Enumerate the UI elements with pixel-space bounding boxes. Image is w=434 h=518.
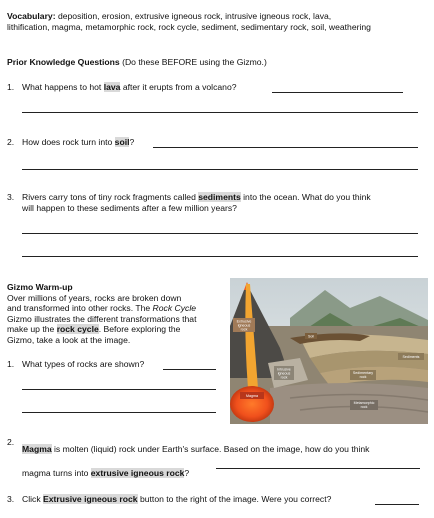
prior-q2-key: soil — [114, 137, 130, 147]
warmup-p3: Gizmo illustrates the different transformations that — [7, 313, 197, 324]
warmup-q3-key: Extrusive igneous rock — [43, 494, 138, 504]
prior-q3-line2: will happen to these sediments after a few million years? — [22, 203, 237, 213]
warmup-q1-answer-line-3[interactable] — [22, 412, 216, 413]
svg-text:Intrusive: Intrusive — [277, 367, 291, 372]
svg-text:rock: rock — [240, 327, 248, 332]
prior-q3-key: sediments — [198, 192, 241, 202]
label-sediments[interactable] — [398, 353, 424, 360]
prior-heading-note: (Do these BEFORE using the Gizmo.) — [119, 57, 267, 67]
warmup-q3-number: 3. — [7, 494, 15, 504]
rock-cycle-illustration — [230, 278, 428, 424]
prior-q1-pre: What happens to hot — [22, 82, 104, 92]
prior-q2-post: ? — [129, 137, 135, 147]
svg-text:Sedimentary: Sedimentary — [352, 371, 374, 375]
warmup-q1-answer-line-2[interactable] — [22, 389, 216, 390]
warmup-p4-pre: make up the — [7, 324, 57, 335]
vocabulary-terms-line2: lithification, magma, metamorphic rock, rock cycle, sediment, sedimentary rock, soil, weathering — [7, 22, 371, 32]
warmup-heading: Gizmo Warm-up — [7, 282, 73, 292]
vocabulary-paragraph — [7, 11, 431, 33]
warmup-p1: Over millions of years, rocks are broken down — [7, 292, 182, 303]
prior-q3-post: into the ocean. What do you think — [240, 192, 371, 202]
warmup-q2-line2-key: extrusive igneous rock — [90, 468, 185, 478]
vocabulary-terms-line1: deposition, erosion, extrusive igneous rock, intrusive igneous rock, lava, — [55, 11, 332, 21]
warmup-q2-line2-post: ? — [184, 468, 190, 478]
svg-text:Extrusive: Extrusive — [236, 319, 252, 324]
svg-text:Metamorphic: Metamorphic — [353, 401, 375, 405]
warmup-q2-text — [22, 437, 426, 485]
prior-q2-number: 2. — [7, 137, 15, 147]
label-magma[interactable] — [240, 392, 264, 399]
svg-text:Soil: Soil — [308, 334, 314, 339]
warmup-p2-italic: Rock Cycle — [152, 303, 197, 314]
warmup-section — [7, 282, 227, 346]
svg-text:rock: rock — [360, 405, 368, 409]
prior-q3-number: 3. — [7, 192, 15, 202]
label-extrusive-igneous-rock[interactable] — [233, 318, 255, 332]
warmup-q2-line2-pre: magma turns into — [22, 468, 91, 478]
warmup-p4-key: rock cycle — [56, 324, 99, 335]
prior-q1-number: 1. — [7, 82, 15, 92]
prior-q3-answer-line-1[interactable] — [22, 233, 418, 234]
prior-q1-answer-line-1[interactable] — [272, 92, 403, 93]
warmup-q3-answer-line[interactable] — [375, 504, 419, 505]
label-sedimentary-rock[interactable] — [350, 370, 376, 380]
warmup-q1-text: What types of rocks are shown? — [22, 359, 145, 369]
svg-text:igneous: igneous — [277, 371, 291, 376]
warmup-q2-number: 2. — [7, 437, 15, 447]
warmup-p5: Gizmo, take a look at the image. — [7, 334, 131, 345]
warmup-q3-text — [22, 494, 331, 505]
warmup-q2-key: Magma — [22, 444, 52, 454]
prior-q2-answer-line-1[interactable] — [153, 147, 418, 148]
prior-q2-answer-line-2[interactable] — [22, 169, 418, 170]
prior-q3-pre: Rivers carry tons of tiny rock fragments called — [22, 192, 199, 202]
warmup-q2-post: is molten (liquid) rock under Earth's surface. Based on the image, how do you think — [51, 444, 370, 454]
prior-q1-answer-line-2[interactable] — [22, 112, 418, 113]
prior-q3-answer-line-2[interactable] — [22, 256, 418, 257]
svg-text:rock: rock — [280, 375, 288, 380]
svg-text:Sediments: Sediments — [402, 355, 420, 359]
warmup-q1-answer-line-1[interactable] — [163, 369, 216, 370]
label-metamorphic-rock[interactable] — [350, 400, 378, 410]
warmup-p4-post: . Before exploring the — [98, 324, 181, 335]
warmup-q3-post: button to the right of the image. Were you correct? — [137, 494, 332, 504]
svg-text:rock: rock — [359, 375, 367, 379]
svg-text:igneous: igneous — [237, 323, 251, 328]
prior-q1-key: lava — [103, 82, 121, 92]
warmup-q3-pre: Click — [22, 494, 44, 504]
prior-knowledge-heading — [7, 57, 267, 68]
svg-text:Magma: Magma — [246, 394, 258, 398]
rock-cycle-diagram — [230, 278, 428, 424]
vocabulary-label: Vocabulary: — [7, 11, 56, 21]
prior-q2-text — [22, 137, 134, 148]
prior-q1-text — [22, 82, 237, 93]
label-soil[interactable] — [305, 333, 317, 339]
prior-q3-text — [22, 192, 426, 214]
label-intrusive-igneous-rock[interactable] — [274, 366, 294, 380]
warmup-q2-answer-line[interactable] — [216, 468, 420, 469]
warmup-q1-number: 1. — [7, 359, 15, 369]
prior-heading-text: Prior Knowledge Questions — [7, 57, 120, 67]
warmup-p2: and transformed into other rocks. The — [7, 303, 153, 314]
prior-q1-post: after it erupts from a volcano? — [120, 82, 237, 92]
prior-q2-pre: How does rock turn into — [22, 137, 115, 147]
